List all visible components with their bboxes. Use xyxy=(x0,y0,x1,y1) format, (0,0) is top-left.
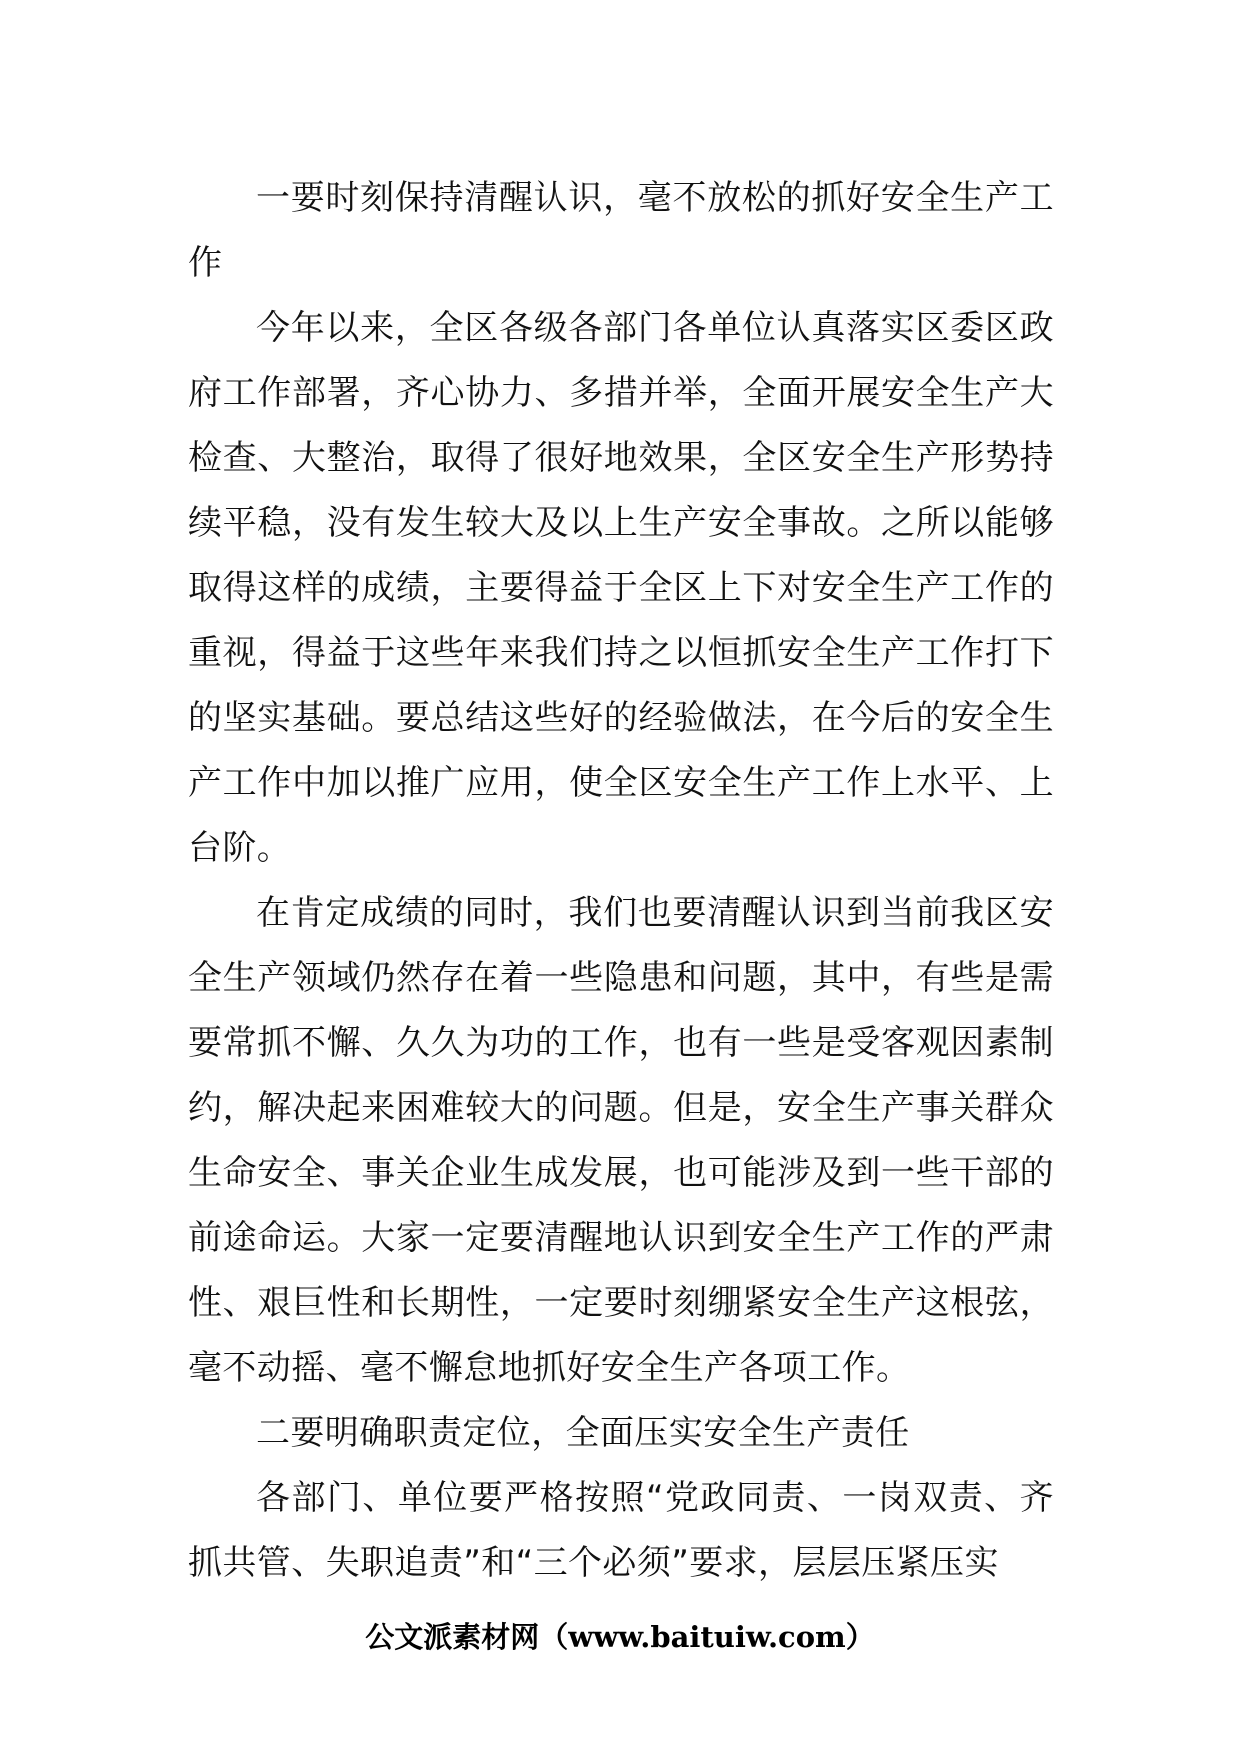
footer-watermark: 公文派素材网（www.baituiw.com） xyxy=(365,1620,875,1654)
section-heading-1: 一要时刻保持清醒认识，毫不放松的抓好安全生产工作 xyxy=(188,178,1054,283)
section-heading-2: 二要明确职责定位，全面压实安全生产责任 xyxy=(256,1413,910,1453)
body-paragraph-1: 今年以来，全区各级各部门各单位认真落实区委区政府工作部署，齐心协力、多措并举，全面开展安全生产大检查、大整治，取得了很好地效果，全区安全生产形势持续平稳，没有发生较大及以上生产安全事故。之所以能够取得这样的成绩，主要得益于全区上下对安全生产工作的重视，得益于这些年来我们持之以恒抓安全生产工作打下的坚实基础。要总结这些好的经验做法，在今后的安全生产工作中加以推广应用，使全区安全生产工作上水平、上台阶。 xyxy=(188,308,1054,868)
document-body xyxy=(188,166,1054,1596)
body-paragraph-3: 各部门、单位要严格按照“党政同责、一岗双责、齐抓共管、失职追责”和“三个必须”要求，层层压紧压实 xyxy=(188,1478,1054,1583)
body-paragraph-2: 在肯定成绩的同时，我们也要清醒认识到当前我区安全生产领域仍然存在着一些隐患和问题，其中，有些是需要常抓不懈、久久为功的工作，也有一些是受客观因素制约，解决起来困难较大的问题。但是，安全生产事关群众生命安全、事关企业生成发展，也可能涉及到一些干部的前途命运。大家一定要清醒地认识到安全生产工作的严肃性、艰巨性和长期性，一定要时刻绷紧安全生产这根弦，毫不动摇、毫不懈怠地抓好安全生产各项工作。 xyxy=(188,893,1054,1388)
